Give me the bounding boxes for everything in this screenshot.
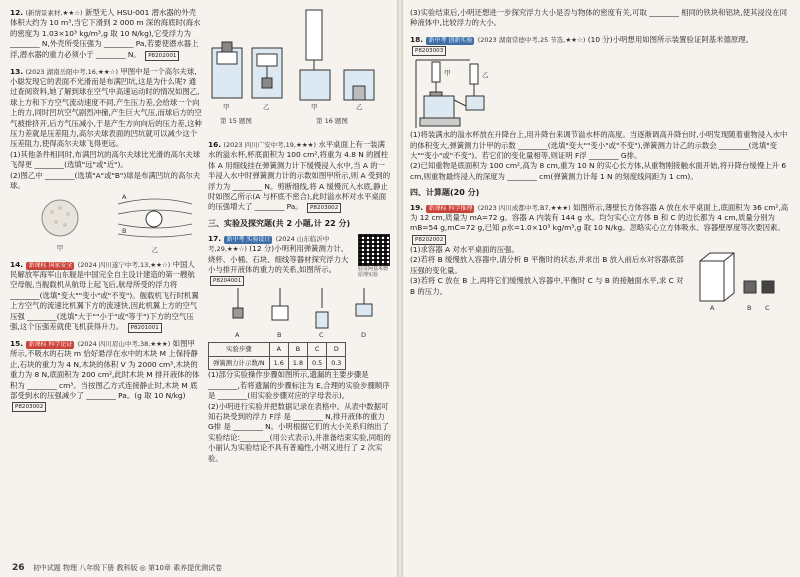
table-cell: B <box>288 343 307 356</box>
table-cell: 0.3 <box>327 356 346 369</box>
figure-label-jia: 甲 <box>56 243 64 252</box>
question-code: P8203002 <box>12 402 46 412</box>
question-15 <box>10 339 202 412</box>
section-heading-4: 四、计算题(20 分) <box>410 188 480 198</box>
question-text: 新型无人 HSU-001 潜水器的外壳体积大约为 10 m³,当它下滑到 2 000 m 深的海底时(海水的密度为 1.03×10³ kg/m³,g 取 10 N/kg),它受浮力为 ________ N,外壳所受压强为 ________ Pa,若要使潜水器上浮,潜水器的重力必须小于 ________ N。 <box>10 8 201 59</box>
airflow-figure <box>116 192 194 256</box>
figure-label-c: C <box>319 331 324 340</box>
experiment-setup-diagram <box>208 286 392 332</box>
question-number: 13. <box>10 66 24 76</box>
subquestion-2: (2)若将 B 缓慢放入容器中,请分析 B 平衡时的状态,并求出 B 放入前后水对容器底部压强的变化量。 <box>410 255 684 275</box>
figure-label-jia: 甲 <box>444 69 451 78</box>
question-text: (12 分)小明利用弹簧测力计、烧杯、小桶、石块、细线等器材探究浮力大小与排开液体的重力的关系,如图所示。 <box>208 244 349 275</box>
question-text: 甲图中是一个高尔夫球,小聪发现它的表面不光滑而是布满凹坑,这是为什么呢? 通过查阅资料,她了解到球在空气中高速运动时的情况如图乙,球上方和下方空气流动速度不同,产生压力差,会给球一个向上的力,同时凹坑空气剧烈冲撞,产生巨大气压,而球后方的空气被排挤开,后方气压减小,于是产生方向向后的压力差,这种压力差就是压差阻力,高尔夫球表面的凹坑就可以减少这个压差阻力,使得高尔夫球飞得更远。 <box>10 66 202 149</box>
question-source: (2023 四川广安中考,19,★★★) <box>223 141 317 149</box>
question-number: 16. <box>208 140 222 149</box>
left-column-2 <box>208 8 392 470</box>
question-code: P8202002 <box>412 235 446 245</box>
airflow-label-b: B <box>122 226 127 235</box>
question-17 <box>208 234 392 464</box>
question-source: (2024 山东临沂中考,29,★★☆) <box>208 234 330 254</box>
table-cell: C <box>308 343 327 356</box>
subquestion-1: (1)将装满水的溢水杯放在升降台上,用升降台来调节溢水杯的高度。当逐渐调高升降台时,小明发现随着重物浸入水中的体积变大,弹簧测力计甲的示数 ________(选填"变大""变小"或"不变"),弹簧测力计乙的示数会 ________(选填"变大""变小"或"不变")。若它们的变化量相等,则证明 F浮 ________ G排。 <box>410 130 788 161</box>
question-code: P8201001 <box>128 323 162 333</box>
subquestion-3: (3)若将 C 放在 B 上,再将它们缓慢放入容器中,平衡时 C 与 B 的接触面水平,求 C 对 B 的压力。 <box>410 276 684 296</box>
table-cell: 1.8 <box>288 356 307 369</box>
question-source: (新情景素材,★★☆) <box>25 9 83 17</box>
table-cell: 0.5 <box>308 356 327 369</box>
question-code: P8203003 <box>412 46 446 56</box>
figure-label-a: A <box>710 303 715 312</box>
figure-label-a: A <box>235 331 240 340</box>
section-heading-3: 三、实验及探究题(共 2 小题,计 22 分) <box>208 219 351 229</box>
question-source: (2023 湖南常德中考,25 节选,★★☆) <box>477 35 586 44</box>
question-17-continued <box>410 8 790 29</box>
figures-15-16 <box>208 8 392 140</box>
question-number: 17. <box>208 233 222 243</box>
question-13-figures <box>10 192 202 254</box>
page-number: 26 <box>12 563 25 573</box>
question-code: P8203002 <box>307 203 341 213</box>
question-source: (2024 四川眉山中考,38,★★★) <box>77 339 171 348</box>
question-12 <box>10 8 202 61</box>
question-text: 如图所示,薄壁长方体容器 A 放在水平桌面上,底面积为 36 cm²,高为 12 cm,质量为 mA=72 g。容器 A 内装有 144 g 水。均匀实心立方体 B 和 C 的边长都为 4 cm,质量分别为 mB=54 g,mC=72 g,已知 ρ水=1.0×10³ kg/m³,g 取 10 N/kg。忽略实心立方体吸水、容器壁厚度等次要因素。 <box>410 202 789 233</box>
question-code: P8202001 <box>145 51 179 61</box>
table-cell: 弹簧测力计示数/N <box>209 356 270 369</box>
qr-block[interactable] <box>358 234 392 287</box>
subquestion-1: (1)求容器 A 对水平桌面的压强。 <box>410 244 519 254</box>
overflow-apparatus-diagram <box>410 56 520 130</box>
question-number: 14. <box>10 259 24 269</box>
question-text: 中国人民解放军海军山东舰是中国完全自主设计建造的第一艘航空母舰,当舰载机从航母上起飞后,航母所受的浮力将 ________(选填"变大""变小"或"不变")。舰载机飞行时机翼上方空气的流速比机翼下方的流速快,因此机翼上方的空气压强 ________(选填"大于""小于"或"等于")下方的空气压强,这个压强差就使飞机获得升力。 <box>10 259 199 331</box>
question-19 <box>410 203 790 315</box>
container-cubes-diagram <box>694 245 790 303</box>
subquestion-1: (1)其他条件相同时,布满凹坑的高尔夫球比光滑的高尔夫球飞得更 ________(选填"远"或"近")。 <box>10 149 201 170</box>
exam-tag: 新中考 实验设计 <box>226 235 271 243</box>
exam-tag: 新中考 创新实验 <box>428 36 473 44</box>
subquestion-2: (2)图乙中 ________(选填"A"或"B")球是布满凹坑的高尔夫球。 <box>10 170 201 191</box>
table-cell: A <box>269 343 288 356</box>
question-18 <box>410 35 790 182</box>
question-text: 如图甲所示,不吸水的石块 m 恰好悬浮在水中的木块 M 上保持静止,石块的重力为 4 N,木块的体积 V 为 2000 cm³,木块的重力为 8 N,底面积为 200 cm²,此时木块 M 排开液体的体积为 ________ cm³。当按图乙方式连接静止时,木块 M 底部受到水的压强减少了 ________ Pa。(g 取 10 N/kg) <box>10 338 200 400</box>
qr-code-icon[interactable] <box>358 234 390 266</box>
measurement-table <box>208 342 346 370</box>
subquestion-1: (1)部分实验操作步骤如图所示,遗漏的主要步骤是 ________,若将遗漏的步骤标注为 E,合理的实验步骤顺序是 ________(用实验步骤对应的字母表示)。 <box>208 370 390 401</box>
curriculum-tag: 新课标 国家安全 <box>28 261 73 269</box>
golf-ball-figure <box>38 196 82 254</box>
figure-label-yi: 乙 <box>263 103 270 111</box>
figure-label-jia: 甲 <box>223 103 230 111</box>
question-text: (10 分)小明想用如图所示装置验证阿基米德原理。 <box>587 34 754 44</box>
question-source: (2023 湖南岳阳中考,16,★★☆) <box>25 67 119 76</box>
page-footer <box>12 563 222 573</box>
figure-label-yi: 乙 <box>482 71 489 80</box>
curriculum-tag: 新课标 科学推理 <box>428 204 473 212</box>
right-column <box>410 8 790 321</box>
left-column-1 <box>10 8 202 418</box>
figure-label-c: C <box>765 303 770 312</box>
table-cell: D <box>327 343 346 356</box>
beaker-figures <box>208 8 392 126</box>
question-source: (2024 四川遂宁中考,13,★★☆) <box>77 260 171 269</box>
golf-ball-icon <box>38 196 82 240</box>
table-cell: 实验步骤 <box>209 343 270 356</box>
question-18-figure <box>410 56 520 130</box>
curriculum-tag: 新课标 科学论证 <box>28 340 73 348</box>
subquestion-2: (2)已知重物是底面积为 100 cm²,高为 8 cm,重为 10 N 的实心长方体,从重物刚接触水面开始,将升降台缓慢上升 6 cm,则重物最终浸入的深度为 ________ cm(弹簧测力计每 1 N 的刻度线间距为 1 cm)。 <box>410 161 787 181</box>
qr-caption: 验证阿基米德原理实验 <box>358 265 389 278</box>
question-16 <box>208 140 392 213</box>
question-number: 15. <box>10 338 24 348</box>
table-cell: 1.6 <box>269 356 288 369</box>
question-14 <box>10 260 202 333</box>
question-number: 12. <box>10 8 24 17</box>
figure-label-jia: 甲 <box>311 103 318 111</box>
table-header-row <box>209 343 346 356</box>
question-13 <box>10 67 202 254</box>
left-page <box>0 0 398 577</box>
subquestion-3: (3)实验结束后,小明还想进一步探究浮力大小是否与物体的密度有关,可取 ________ 相同的铁块和铝块,使其浸没在同种液体中,比较浮力的大小。 <box>410 8 787 28</box>
figure-caption-15: 第 15 题图 <box>220 117 252 125</box>
question-source: (2023 四川成都中考,B7,★★★) <box>477 203 571 212</box>
subquestion-2: (2)小明进行实验并把数据记录在表格中。从表中数据可知石块受到的浮力 F浮 是 ________ N,排开液体的重力 G排 是 ________ N。小明根据它们的大小关系归纳出了实验结论:________(用公式表示),并准备结束实验,同组的小丽认为实验结论不具有普遍性,小明又进行了 2 次实验。 <box>208 401 391 463</box>
table-row <box>209 356 346 369</box>
figure-label-yi: 乙 <box>151 245 159 254</box>
question-number: 18. <box>410 34 424 44</box>
question-19-figure <box>694 245 790 315</box>
figure-label-b: B <box>277 331 282 340</box>
experiment-figure <box>208 286 392 342</box>
question-number: 19. <box>410 202 424 212</box>
question-code: P8204001 <box>210 276 244 286</box>
figure-label-yi: 乙 <box>356 103 363 111</box>
airflow-label-a: A <box>122 192 127 201</box>
figure-label-b: B <box>747 303 752 312</box>
figure-caption-16: 第 16 题图 <box>316 117 348 125</box>
question-text: 水平桌面上有一装满水的溢水杯,杯底面积为 100 cm²,将重为 4.8 N 的圆柱体 A 用细线挂在弹簧测力计下缓慢浸入水中,当 A 的一半浸入水中时弹簧测力计的示数如图甲所示,则 A 受到的浮力为 ________ N。剪断细线,将 A 缓慢沉入水底,静止时如图乙所示(A 与杯底不密合),此时溢水杯对水平桌面的压强增大了 ________ Pa。 <box>208 140 391 212</box>
footer-text: 初中试题 物理 八年级下册 教科版 ◎ 第10章 素养提优测试卷 <box>32 564 223 572</box>
right-page <box>402 0 800 577</box>
airflow-diagram <box>116 192 194 242</box>
figure-label-d: D <box>361 331 367 340</box>
